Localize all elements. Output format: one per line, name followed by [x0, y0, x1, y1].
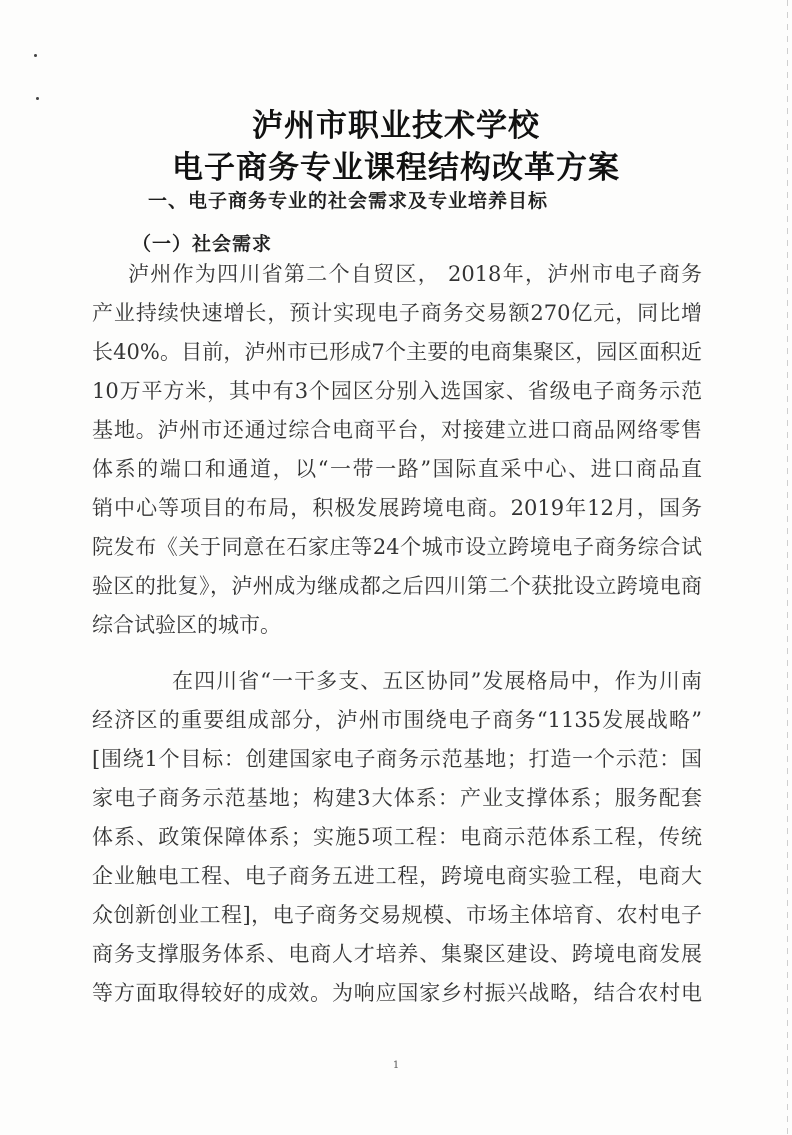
subsection-heading: （一）社会需求 [132, 233, 273, 255]
paragraph-line: 长40%。目前，泸州市已形成7个主要的电商集聚区，园区面积近 [92, 340, 702, 364]
paragraph-line: 10万平方米，其中有3个园区分别入选国家、省级电子商务示范 [92, 379, 702, 403]
paragraph-social-demand-1 [92, 255, 702, 645]
document-title-line-2: 电子商务专业课程结构改革方案 [172, 150, 620, 186]
paragraph-line: 体系的端口和通道，以“一带一路”国际直采中心、进口商品直 [92, 457, 702, 481]
paragraph-line: 经济区的重要组成部分，泸州市围绕电子商务“1135发展战略” [92, 708, 702, 732]
paragraph-line: 商务支撑服务体系、电商人才培养、集聚区建设、跨境电商发展 [92, 942, 702, 966]
paragraph-line: 销中心等项目的布局，积极发展跨境电商。2019年12月，国务 [92, 496, 702, 520]
document-title-line-1: 泸州市职业技术学校 [252, 108, 540, 144]
paragraph-line: 产业持续快速增长，预计实现电子商务交易额270亿元，同比增 [92, 301, 702, 325]
section-heading: 一、电子商务专业的社会需求及专业培养目标 [148, 190, 549, 212]
paragraph-line: 综合试验区的城市。 [92, 613, 281, 637]
paragraph-line: 验区的批复》，泸州成为继成都之后四川第二个获批设立跨境电商 [92, 574, 702, 598]
page-number: 1 [392, 1060, 400, 1071]
paragraph-line: 体系、政策保障体系；实施5项工程：电商示范体系工程，传统 [92, 825, 702, 849]
paragraph-line: 院发布《关于同意在石家庄等24个城市设立跨境电子商务综合试 [92, 535, 702, 559]
paragraph-line: 家电子商务示范基地；构建3大体系：产业支撑体系；服务配套 [92, 786, 702, 810]
paragraph-line: 众创新创业工程]，电子商务交易规模、市场主体培育、农村电子 [92, 903, 702, 927]
paragraph-social-demand-2 [92, 662, 702, 1013]
paragraph-line: 基地。泸州市还通过综合电商平台，对接建立进口商品网络零售 [92, 418, 702, 442]
paragraph-line: 在四川省“一干多支、五区协同”发展格局中，作为川南 [172, 669, 702, 693]
paragraph-line: 企业触电工程、电子商务五进工程，跨境电商实验工程，电商大 [92, 864, 702, 888]
paragraph-line: 等方面取得较好的成效。为响应国家乡村振兴战略，结合农村电 [92, 981, 702, 1005]
paragraph-line: 泸州作为四川省第二个自贸区， 2018年，泸州市电子商务 [128, 262, 702, 286]
scan-speck [34, 54, 37, 57]
paragraph-line: [围绕1个目标：创建国家电子商务示范基地；打造一个示范：国 [92, 747, 702, 771]
